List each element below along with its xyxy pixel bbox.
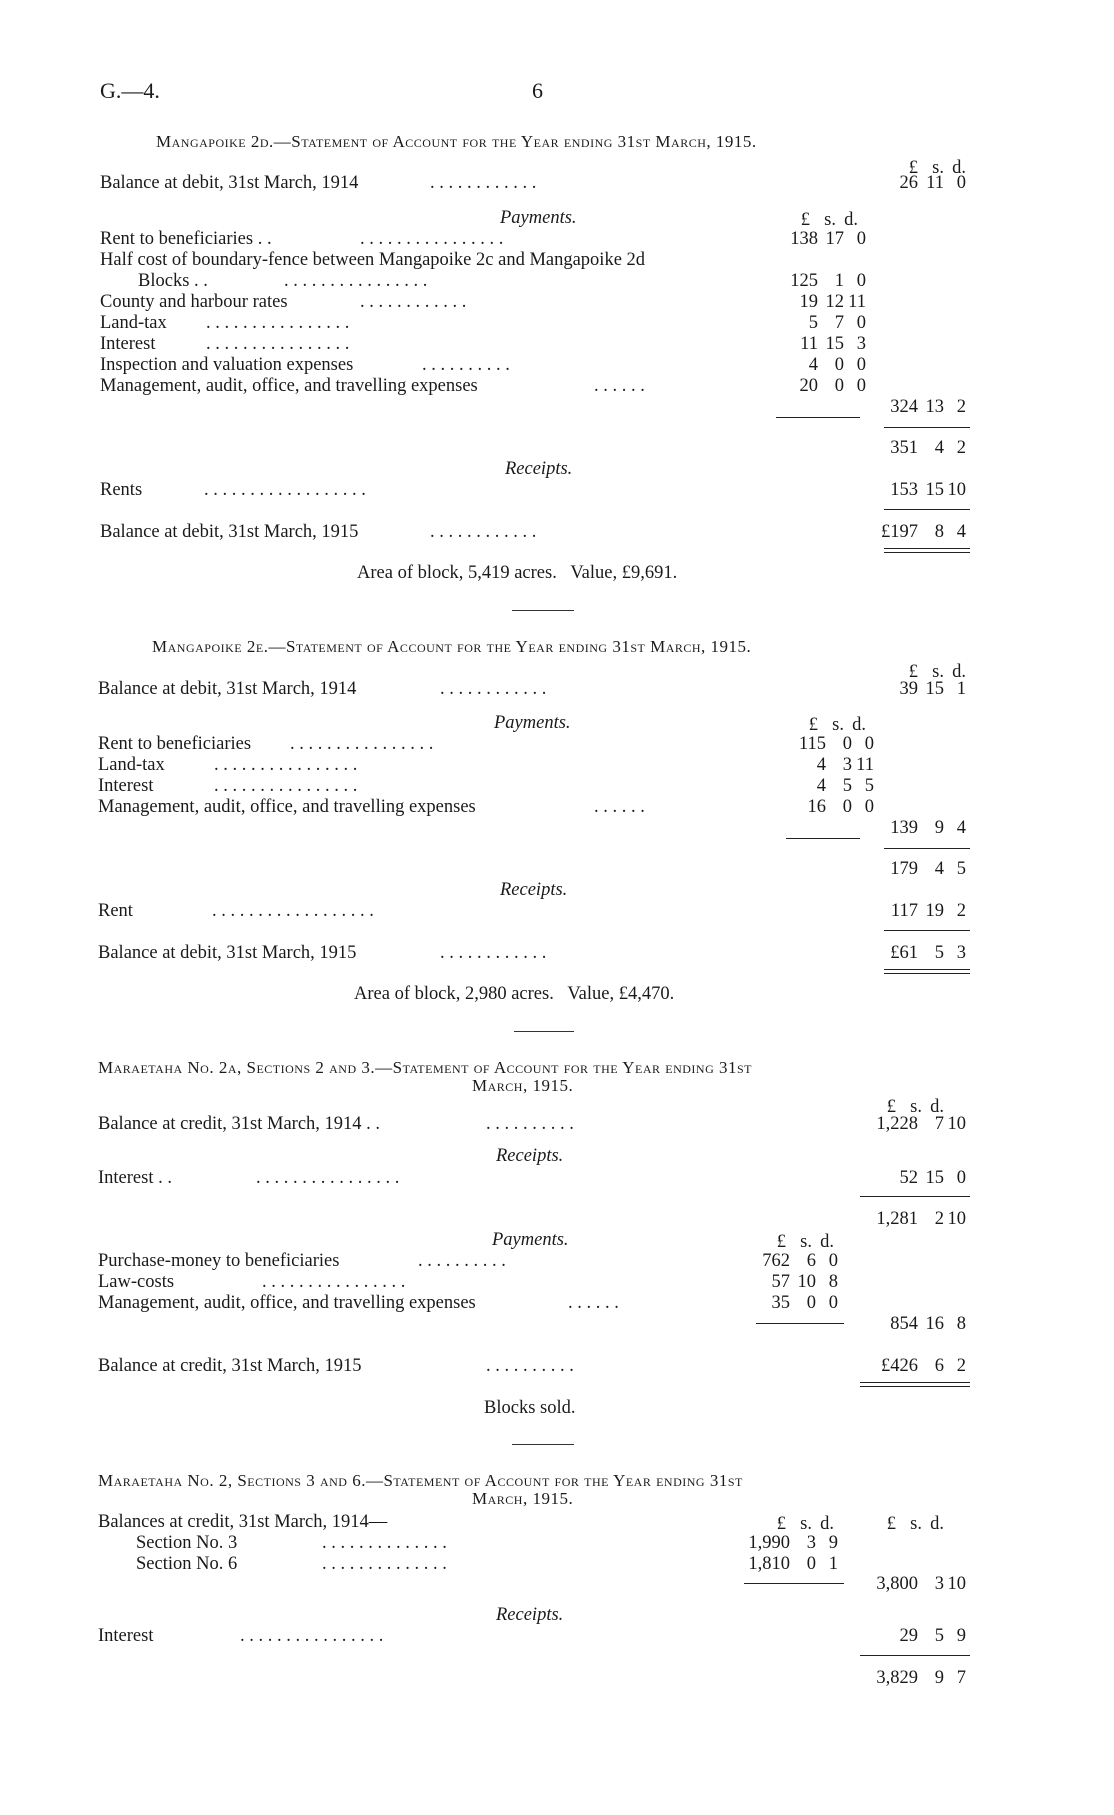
closing-balance-label: Balance at credit, 31st March, 1915 bbox=[98, 1356, 362, 1376]
block-note: Area of block, 2,980 acres. Value, £4,470. bbox=[354, 984, 675, 1004]
payments-column-header: £ s. d. bbox=[800, 210, 858, 230]
subtotal-rule bbox=[860, 1196, 970, 1197]
leader-dots: . . . . . . bbox=[594, 376, 645, 396]
leader-dots: . . . . . . . . . . bbox=[486, 1356, 574, 1376]
closing-rule bbox=[884, 509, 970, 510]
payments-total: 324 13 2 bbox=[890, 397, 966, 417]
leader-dots: . . . . . . bbox=[594, 797, 645, 817]
block-note: Area of block, 5,419 acres. Value, £9,691. bbox=[357, 563, 678, 583]
closing-balance-label: Balance at debit, 31st March, 1915 bbox=[98, 943, 357, 963]
leader-dots: . . . . . . . . . . . . . . . . . . bbox=[204, 480, 366, 500]
leader-dots: . . . . . . . . . . . . . . . . bbox=[256, 1168, 400, 1188]
leader-dots: . . . . . . . . . . . . . . . . bbox=[290, 734, 434, 754]
column-header-inner: £ s. d. bbox=[776, 1514, 834, 1534]
opening-total: 3,800 3 10 bbox=[876, 1574, 966, 1594]
subtotal-rule bbox=[884, 848, 970, 849]
payments-rule bbox=[776, 417, 860, 418]
closing-balance-amount: £426 6 2 bbox=[881, 1356, 966, 1376]
payment-label: Rent to beneficiaries bbox=[98, 734, 252, 754]
payment-amount: 11 15 3 bbox=[800, 334, 866, 354]
section-label: Section No. 3 bbox=[136, 1533, 238, 1553]
sections-rule bbox=[744, 1583, 844, 1584]
opening-balance-label: Balance at debit, 31st March, 1914 bbox=[98, 679, 357, 699]
opening-balance-amount: 26 11 0 bbox=[899, 173, 966, 193]
payments-rule bbox=[786, 838, 860, 839]
leader-dots: . . . . . . . . . . . . . . . . bbox=[214, 776, 358, 796]
double-rule bbox=[860, 1382, 970, 1387]
receipts-heading: Receipts. bbox=[505, 459, 573, 479]
statement-title: Mangapoike 2e.—Statement of Account for the Year ending 31st March, 1915. bbox=[152, 637, 752, 656]
payment-amount: 20 0 0 bbox=[799, 376, 866, 396]
payment-label: County and harbour rates bbox=[100, 292, 288, 312]
payment-amount: 4 0 0 bbox=[808, 355, 866, 375]
receipt-amount: 29 5 9 bbox=[899, 1626, 966, 1646]
leader-dots: . . . . . . . . . . . . bbox=[440, 943, 547, 963]
statement-title-line-1: Maraetaha No. 2a, Sections 2 and 3.—Statement of Account for the Year ending 31st bbox=[98, 1058, 753, 1077]
section-label: Section No. 6 bbox=[136, 1554, 238, 1574]
blocks-sold-note: Blocks sold. bbox=[484, 1398, 576, 1418]
payments-heading: Payments. bbox=[492, 1230, 569, 1250]
payment-label: Rent to beneficiaries . . bbox=[100, 229, 272, 249]
payment-amount: 57 10 8 bbox=[771, 1272, 838, 1292]
opening-balance-label: Balances at credit, 31st March, 1914— bbox=[98, 1512, 388, 1532]
leader-dots: . . . . . . . . . . bbox=[418, 1251, 506, 1271]
payment-amount: 125 1 0 bbox=[790, 271, 866, 291]
leader-dots: . . . . . . . . . . bbox=[486, 1114, 574, 1134]
receipts-heading: Receipts. bbox=[496, 1605, 564, 1625]
payments-column-header: £ s. d. bbox=[808, 715, 866, 735]
leader-dots: . . . . . . . . . . . . bbox=[430, 522, 537, 542]
receipts-heading: Receipts. bbox=[496, 1146, 564, 1166]
payment-label: Purchase-money to beneficiaries bbox=[98, 1251, 340, 1271]
column-header-outer: £ s. d. bbox=[886, 1514, 944, 1534]
payment-amount: 138 17 0 bbox=[790, 229, 866, 249]
payment-label: Interest bbox=[98, 776, 154, 796]
payment-label: Land-tax bbox=[98, 755, 165, 775]
leader-dots: . . . . . . . . . . . . . . . . . . bbox=[212, 901, 374, 921]
opening-balance-amount: 1,228 7 10 bbox=[876, 1114, 966, 1134]
payments-heading: Payments. bbox=[500, 208, 577, 228]
double-rule bbox=[884, 548, 970, 553]
statement-title-line-2: March, 1915. bbox=[472, 1489, 574, 1508]
opening-balance-label: Balance at credit, 31st March, 1914 . . bbox=[98, 1114, 381, 1134]
section-amount: 1,990 3 9 bbox=[748, 1533, 838, 1553]
page-series: G.—4. bbox=[100, 78, 160, 103]
leader-dots: . . . . . . . . . . . . . . . . bbox=[360, 229, 504, 249]
receipt-amount: 153 15 10 bbox=[890, 480, 966, 500]
receipt-label: Interest . . bbox=[98, 1168, 172, 1188]
receipt-amount: 52 15 0 bbox=[899, 1168, 966, 1188]
section-divider bbox=[512, 610, 574, 611]
leader-dots: . . . . . . . . . . . . . . . . bbox=[284, 271, 428, 291]
payment-label: Management, audit, office, and travelling expenses bbox=[98, 1293, 476, 1313]
section-divider bbox=[514, 1031, 574, 1032]
total-rule bbox=[860, 1655, 970, 1656]
payment-amount: 4 5 5 bbox=[816, 776, 874, 796]
receipt-label: Rents bbox=[100, 480, 143, 500]
column-header: £ s. d. bbox=[908, 662, 966, 682]
payment-amount: 19 12 11 bbox=[799, 292, 866, 312]
payments-heading: Payments. bbox=[494, 713, 571, 733]
payments-column-header: £ s. d. bbox=[776, 1232, 834, 1252]
closing-balance-amount: £197 8 4 bbox=[881, 522, 966, 542]
statement-title-line-1: Maraetaha No. 2, Sections 3 and 6.—Statement of Account for the Year ending 31st bbox=[98, 1471, 743, 1490]
grand-total: 3,829 9 7 bbox=[876, 1668, 966, 1688]
payment-amount: 35 0 0 bbox=[771, 1293, 838, 1313]
payments-total: 139 9 4 bbox=[890, 818, 966, 838]
leader-dots: . . . . . . . . . . . . . . bbox=[322, 1533, 447, 1553]
leader-dots: . . . . . . . . . . . . . . . . bbox=[206, 334, 350, 354]
closing-balance-label: Balance at debit, 31st March, 1915 bbox=[100, 522, 359, 542]
column-header: £ s. d. bbox=[908, 158, 966, 178]
receipt-amount: 117 19 2 bbox=[890, 901, 966, 921]
receipt-label: Interest bbox=[98, 1626, 154, 1646]
closing-rule bbox=[884, 930, 970, 931]
leader-dots: . . . . . . . . . . . . bbox=[360, 292, 467, 312]
payment-amount: 762 6 0 bbox=[762, 1251, 838, 1271]
leader-dots: . . . . . . . . . . . . . . . . bbox=[240, 1626, 384, 1646]
payment-label: Blocks . . bbox=[138, 271, 208, 291]
leader-dots: . . . . . . . . . . . . . . . . bbox=[262, 1272, 406, 1292]
statement-title: Mangapoike 2d.—Statement of Account for the Year ending 31st March, 1915. bbox=[156, 132, 757, 151]
payment-amount: 4 3 11 bbox=[816, 755, 874, 775]
payment-label: Law-costs bbox=[98, 1272, 175, 1292]
payment-amount: 5 7 0 bbox=[808, 313, 866, 333]
leader-dots: . . . . . . bbox=[568, 1293, 619, 1313]
subtotal-rule bbox=[884, 427, 970, 428]
receipt-label: Rent bbox=[98, 901, 133, 921]
payment-amount: 16 0 0 bbox=[807, 797, 874, 817]
closing-balance-amount: £61 5 3 bbox=[890, 943, 966, 963]
section-amount: 1,810 0 1 bbox=[748, 1554, 838, 1574]
opening-balance-label: Balance at debit, 31st March, 1914 bbox=[100, 173, 359, 193]
subtotal: 179 4 5 bbox=[890, 859, 966, 879]
leader-dots: . . . . . . . . . . . . . . bbox=[322, 1554, 447, 1574]
statement-title-line-2: March, 1915. bbox=[472, 1076, 574, 1095]
leader-dots: . . . . . . . . . . bbox=[422, 355, 510, 375]
double-rule bbox=[884, 969, 970, 974]
subtotal: 1,281 2 10 bbox=[876, 1209, 966, 1229]
leader-dots: . . . . . . . . . . . . . . . . bbox=[206, 313, 350, 333]
payment-label: Management, audit, office, and travelling expenses bbox=[98, 797, 476, 817]
payment-amount: 115 0 0 bbox=[798, 734, 874, 754]
payment-label: Inspection and valuation expenses bbox=[100, 355, 354, 375]
payment-label: Land-tax bbox=[100, 313, 167, 333]
opening-balance-amount: 39 15 1 bbox=[899, 679, 966, 699]
leader-dots: . . . . . . . . . . . . . . . . bbox=[214, 755, 358, 775]
payments-rule bbox=[756, 1323, 844, 1324]
receipts-heading: Receipts. bbox=[500, 880, 568, 900]
leader-dots: . . . . . . . . . . . . bbox=[440, 679, 547, 699]
subtotal: 351 4 2 bbox=[890, 438, 966, 458]
section-divider bbox=[512, 1444, 574, 1445]
leader-dots: . . . . . . . . . . . . bbox=[430, 173, 537, 193]
page-number: 6 bbox=[532, 78, 543, 103]
payment-label: Half cost of boundary-fence between Mangapoike 2c and Mangapoike 2d bbox=[100, 250, 646, 270]
payment-label: Interest bbox=[100, 334, 156, 354]
column-header: £ s. d. bbox=[886, 1097, 944, 1117]
payment-label: Management, audit, office, and travelling expenses bbox=[100, 376, 478, 396]
payments-total: 854 16 8 bbox=[890, 1314, 966, 1334]
